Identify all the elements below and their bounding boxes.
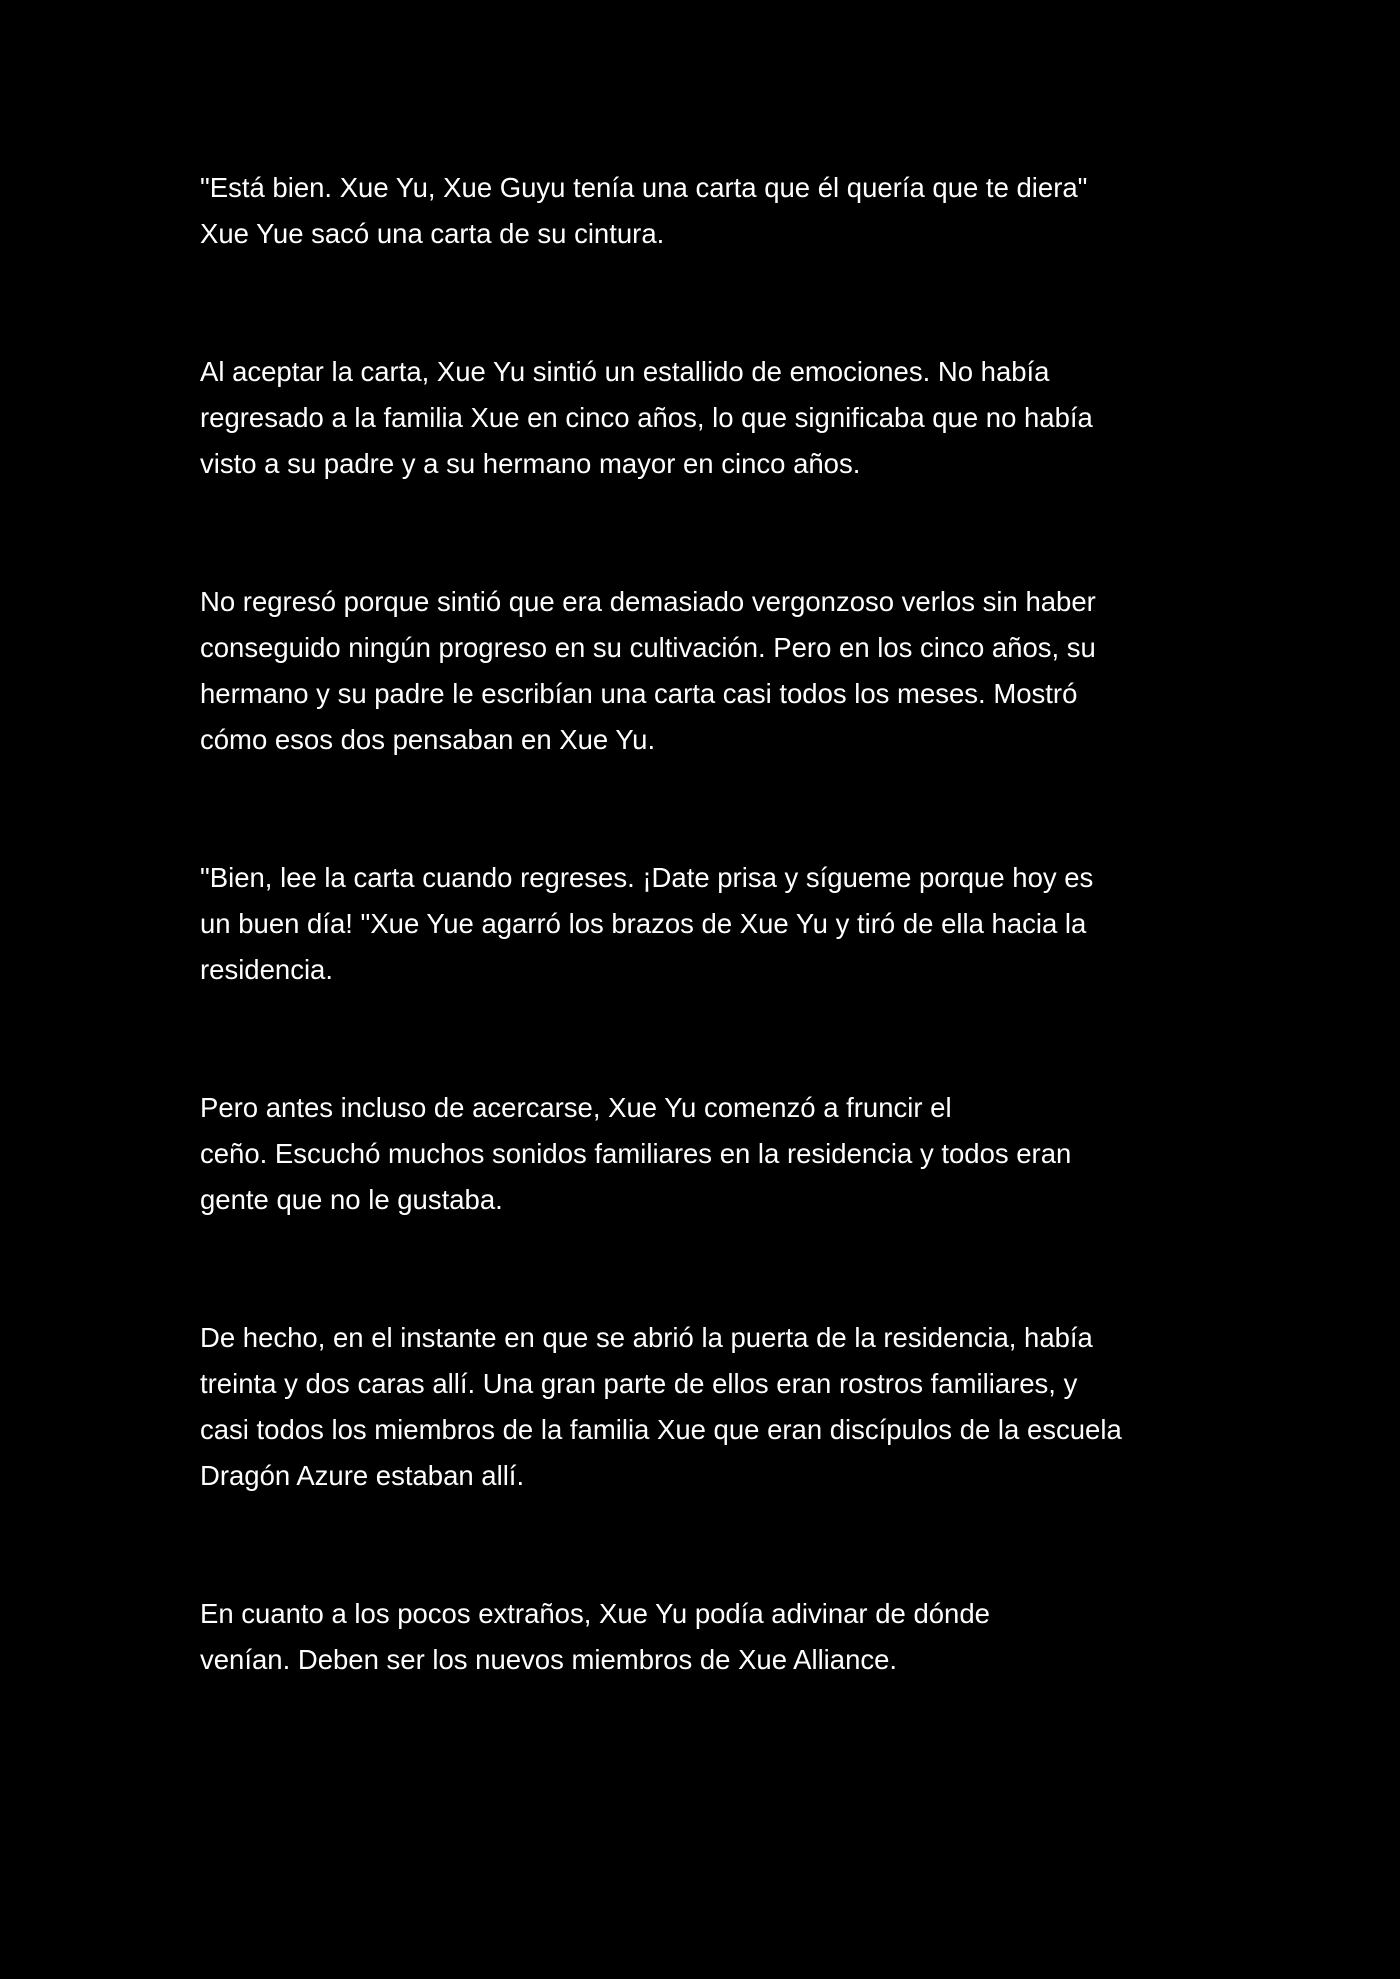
paragraph-line: "Está bien. Xue Yu, Xue Guyu tenía una carta que él quería que te diera" [200,172,1088,203]
paragraph-line: hermano y su padre le escribían una carta casi todos los meses. Mostró [200,678,1078,709]
paragraph-line: De hecho, en el instante en que se abrió la puerta de la residencia, había [200,1322,1093,1353]
document-body [200,165,1210,1683]
paragraph-line: No regresó porque sintió que era demasiado vergonzoso verlos sin haber [200,586,1096,617]
paragraph-line: En cuanto a los pocos extraños, Xue Yu podía adivinar de dónde [200,1598,990,1629]
paragraph-line: conseguido ningún progreso en su cultivación. Pero en los cinco años, su [200,632,1096,663]
paragraph-5 [200,1085,1210,1223]
paragraph-line: venían. Deben ser los nuevos miembros de Xue Alliance. [200,1644,898,1675]
paragraph-line: un buen día! "Xue Yue agarró los brazos de Xue Yu y tiró de ella hacia la [200,908,1087,939]
paragraph-line: regresado a la familia Xue en cinco años, lo que significaba que no había [200,402,1093,433]
paragraph-1 [200,165,1210,257]
paragraph-line: visto a su padre y a su hermano mayor en cinco años. [200,448,861,479]
paragraph-3 [200,579,1210,763]
paragraph-4 [200,855,1210,993]
paragraph-line: Pero antes incluso de acercarse, Xue Yu comenzó a fruncir el [200,1092,952,1123]
paragraph-line: Al aceptar la carta, Xue Yu sintió un estallido de emociones. No había [200,356,1050,387]
paragraph-line: casi todos los miembros de la familia Xue que eran discípulos de la escuela [200,1414,1122,1445]
paragraph-7 [200,1591,1210,1683]
paragraph-line: Xue Yue sacó una carta de su cintura. [200,218,665,249]
paragraph-2 [200,349,1210,487]
paragraph-line: gente que no le gustaba. [200,1184,503,1215]
paragraph-line: treinta y dos caras allí. Una gran parte de ellos eran rostros familiares, y [200,1368,1078,1399]
paragraph-line: "Bien, lee la carta cuando regreses. ¡Date prisa y sígueme porque hoy es [200,862,1094,893]
paragraph-6 [200,1315,1210,1499]
paragraph-line: cómo esos dos pensaban en Xue Yu. [200,724,656,755]
paragraph-line: Dragón Azure estaban allí. [200,1460,525,1491]
paragraph-line: ceño. Escuchó muchos sonidos familiares en la residencia y todos eran [200,1138,1072,1169]
paragraph-line: residencia. [200,954,333,985]
